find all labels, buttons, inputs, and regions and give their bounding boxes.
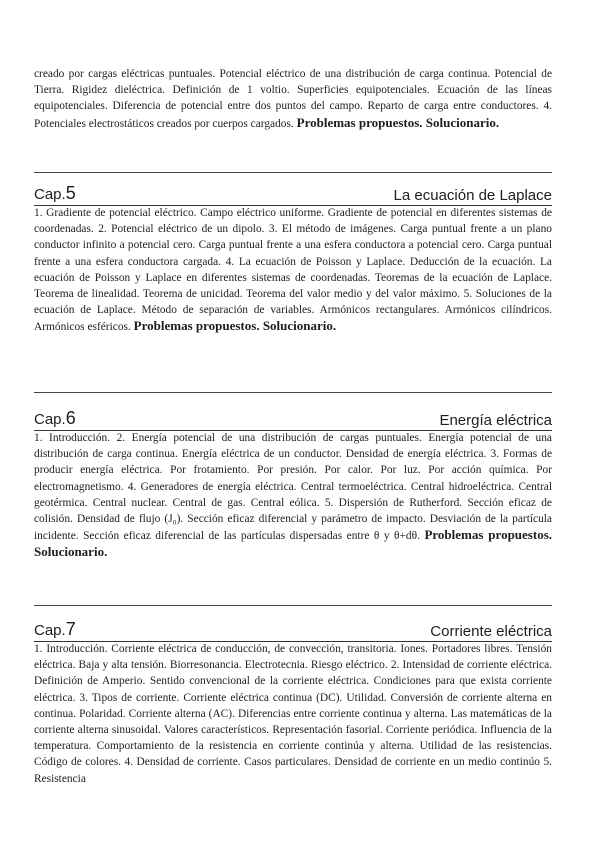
chapter-label: Cap.5: [34, 183, 76, 203]
section-divider: [34, 605, 552, 606]
chapter-number: 6: [65, 408, 76, 428]
chapter-header-6: [34, 408, 552, 431]
chapter-number: 7: [65, 619, 76, 639]
chapter-title: La ecuación de Laplace: [393, 187, 552, 204]
chapter-problems-label: Problemas propuestos. Solucionario.: [133, 318, 337, 334]
chapter-6-contents: [34, 430, 552, 562]
chapter-7-contents: [34, 641, 552, 787]
intro-paragraph: [34, 66, 552, 132]
chapter-header-5: [34, 183, 552, 206]
chapter-label: Cap.6: [34, 408, 76, 428]
chapter-title: Corriente eléctrica: [430, 623, 552, 640]
chapter-text: 1. Introducción. Corriente eléctrica de conducción, de convección, transitoria. Iones. Portadores libres. Tensión eléctrica. Baja y alta tensión. Biorresonancia. Electrotecnia. Riesgo eléctrico. 2. Intensidad de corriente eléctrica. Definición de Amperio. Sentido convencional de la corriente eléctrica. Condiciones para que exista corriente eléctrica. 3. Tipos de corriente. Corriente eléctrica continua (DC). Utilidad. Conversión de corriente alterna en continua. Polaridad. Corriente alterna (AC). Diferencias entre corriente continua y alterna. Las matemáticas de la corriente alterna sinusoidal. Valores característicos. Representación fasorial. Corriente periódica. Influencia de la temperatura. Comportamiento de la resistencia en corriente continúa y alterna. Utilidad de las resistencias. Código de colores. 4. Densidad de corriente. Casos particulares. Densidad de corriente en un medio continúo 5. Resistencia: [34, 643, 552, 785]
chapter-problems-label: Problemas propuestos. Solucionario.: [34, 527, 553, 560]
chapter-label: Cap.7: [34, 619, 76, 639]
chapter-text: 1. Gradiente de potencial eléctrico. Campo eléctrico uniforme. Gradiente de potencial en diferentes sistemas de coordenadas. 2. Potencial eléctrico de un dipolo. 3. El método de imágenes. Carga puntual frente a un plano conductor infinito a potencial cero. Carga puntual frente a una esfera conductora a potencial cero. Carga puntual frente a una esfera conductora cargada. 4. La ecuación de Poisson y Laplace. Deducción de la ecuación. La ecuación de Poisson y Laplace en diferentes sistemas de coordenadas. Teoremas de la ecuación de Laplace. Teorema de linealidad. Teorema de unicidad. Teorema del valor medio y del valor máximo. 5. Soluciones de la ecuación de Laplace. Método de separación de variables. Armónicos rectangulares. Armónicos cilíndricos. Armónicos esféricos.: [34, 207, 552, 334]
section-divider: [34, 392, 552, 393]
chapter-header-7: [34, 619, 552, 642]
section-divider: [34, 172, 552, 173]
chapter-5-contents: [34, 205, 552, 336]
chapter-title: Energía eléctrica: [439, 412, 552, 429]
intro-problems-label: Problemas propuestos. Solucionario.: [296, 114, 500, 130]
intro-text: creado por cargas eléctricas puntuales. Potencial eléctrico de una distribución de carga continua. Potencial de Tierra. Rigidez dieléctrica. Definición de 1 voltio. Superficies equipotenciales. Ecuación de las líneas equipotenciales. Diferencia de potencial entre dos puntos del campo. Reparto de carga entre conductores. 4. Potenciales electrostáticos creados por cuerpos cargados.: [34, 68, 552, 130]
chapter-text: 1. Introducción. 2. Energía potencial de una distribución de cargas puntuales. Energía potencial de una distribución de carga continua. Energía eléctrica de un conductor. Densidad de energía eléctrica. 3. Formas de producir energía eléctrica. Por frotamiento. Por presión. Por calor. Por luz. Por acción química. Por electromagnetismo. 4. Generadores de energía eléctrica. Central termoeléctrica. Central hidroeléctrica. Central geotérmica. Central nuclear. Central de gas. Central eólica. 5. Dispersión de Rutherford. Sección eficaz de colisión. Densidad de flujo (J₀). Sección eficaz diferencial y parámetro de impacto. Desviación de la partícula incidente. Sección eficaz diferencial de las partículas dispersadas entre θ y θ+dθ.: [34, 432, 552, 543]
chapter-number: 5: [65, 183, 76, 203]
